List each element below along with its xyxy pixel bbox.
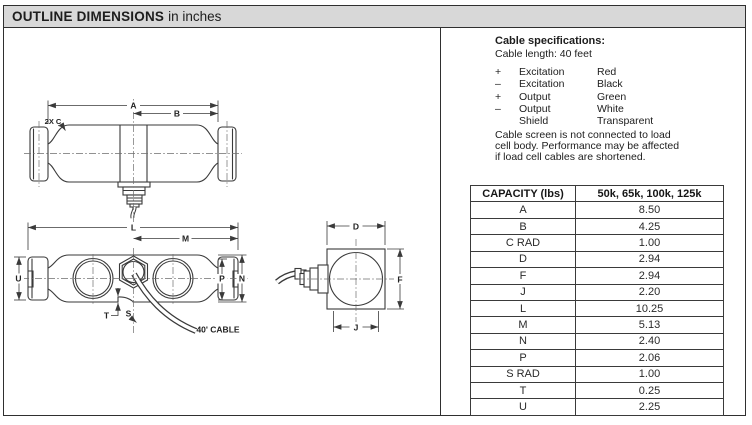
wire-color: Green: [597, 90, 627, 103]
dim-name: D: [471, 251, 576, 267]
vertical-divider: [440, 28, 441, 416]
wire-function: Excitation: [519, 78, 565, 91]
dim-value: 8.50: [576, 202, 724, 218]
dim-label-f: F: [397, 274, 403, 285]
dim-label-s: S: [125, 308, 132, 319]
cable-note-line: if load cell cables are shortened.: [495, 150, 646, 163]
dim-name: L: [471, 300, 576, 316]
dim-value: 5.13: [576, 317, 724, 333]
dim-value: 4.25: [576, 218, 724, 234]
table-row: [471, 366, 724, 382]
cable-length: Cable length: 40 feet: [495, 48, 592, 60]
dimensions-table: [470, 185, 724, 416]
table-row: [471, 284, 724, 300]
wire-function: Output: [519, 102, 551, 115]
wire-row: [495, 66, 713, 78]
wire-row: [495, 103, 713, 115]
column-header-capacities: 50k, 65k, 100k, 125k: [576, 186, 724, 202]
wire-polarity: –: [495, 78, 501, 91]
wire-function: Output: [519, 90, 551, 103]
table-row: [471, 235, 724, 251]
dim-value: 1.00: [576, 366, 724, 382]
table-row: [471, 399, 724, 416]
table-row: [471, 218, 724, 234]
dim-value: 2.94: [576, 268, 724, 284]
wire-row: [495, 78, 713, 90]
dim-name: B: [471, 218, 576, 234]
wire-color: Transparent: [597, 115, 654, 128]
gland-flange: [118, 182, 150, 187]
dim-name: N: [471, 333, 576, 349]
wire-row: [495, 115, 713, 127]
dim-name: A: [471, 202, 576, 218]
wire-color: Black: [597, 78, 623, 91]
wire-polarity: –: [495, 102, 501, 115]
gland-thread: [127, 195, 142, 204]
table-row: [471, 268, 724, 284]
dim-label-n: N: [238, 273, 246, 284]
dim-label-l: L: [130, 222, 137, 233]
cable-note: [495, 130, 691, 162]
wire-color: Red: [597, 66, 617, 78]
dim-value: 2.20: [576, 284, 724, 300]
dim-value: 2.25: [576, 399, 724, 416]
dim-name: M: [471, 317, 576, 333]
section-header: [3, 5, 746, 28]
dim-name: C RAD: [471, 235, 576, 251]
dim-label-t: T: [103, 310, 110, 321]
dim-label-d: D: [352, 221, 360, 232]
section-subtitle: in inches: [168, 9, 222, 24]
wire-polarity: +: [495, 66, 502, 78]
dim-label-m: M: [181, 233, 190, 244]
wire-function: Shield: [519, 115, 549, 128]
section-title: OUTLINE DIMENSIONS: [12, 9, 165, 24]
dim-name: T: [471, 383, 576, 399]
wire-polarity: +: [495, 90, 502, 103]
cable-specs-title: Cable specifications:: [495, 35, 606, 47]
dim-label-a: A: [130, 100, 137, 111]
cable-note-line: cell body. Performance may be affected: [495, 140, 680, 153]
dim-label-b: B: [173, 108, 181, 119]
table-row: [471, 350, 724, 366]
cable-note-line: Cable screen is not connected to load: [495, 129, 671, 142]
table-row: [471, 333, 724, 349]
dim-label-j: J: [353, 322, 359, 333]
wire-polarity: [495, 115, 519, 127]
table-row: [471, 383, 724, 399]
wire-color: White: [597, 102, 624, 115]
table-header-row: [471, 186, 724, 202]
dim-name: F: [471, 268, 576, 284]
dim-label-p: P: [219, 273, 225, 284]
dim-value: 2.06: [576, 350, 724, 366]
end-view-drawing: [298, 221, 406, 333]
dim-name: U: [471, 399, 576, 416]
outline-drawings: [3, 27, 440, 416]
dim-label-c: 2X C: [44, 117, 62, 126]
wire-function: Excitation: [519, 66, 565, 78]
table-row: [471, 317, 724, 333]
table-row: [471, 300, 724, 316]
plan-view-drawing: [13, 223, 309, 335]
table-row: [471, 202, 724, 218]
dim-value: 1.00: [576, 235, 724, 251]
cable-length-label: 40' CABLE: [196, 324, 240, 335]
cable-specifications: [495, 35, 713, 163]
table-row: [471, 251, 724, 267]
wire-list: [495, 66, 713, 127]
column-header-capacity: CAPACITY (lbs): [471, 186, 576, 202]
dim-name: S RAD: [471, 366, 576, 382]
dim-label-u: U: [15, 273, 22, 284]
wire-row: [495, 91, 713, 103]
dim-value: 2.94: [576, 251, 724, 267]
dim-name: J: [471, 284, 576, 300]
dim-value: 2.40: [576, 333, 724, 349]
dim-value: 0.25: [576, 383, 724, 399]
side-view-drawing: [24, 99, 242, 222]
dim-value: 10.25: [576, 300, 724, 316]
dim-name: P: [471, 350, 576, 366]
